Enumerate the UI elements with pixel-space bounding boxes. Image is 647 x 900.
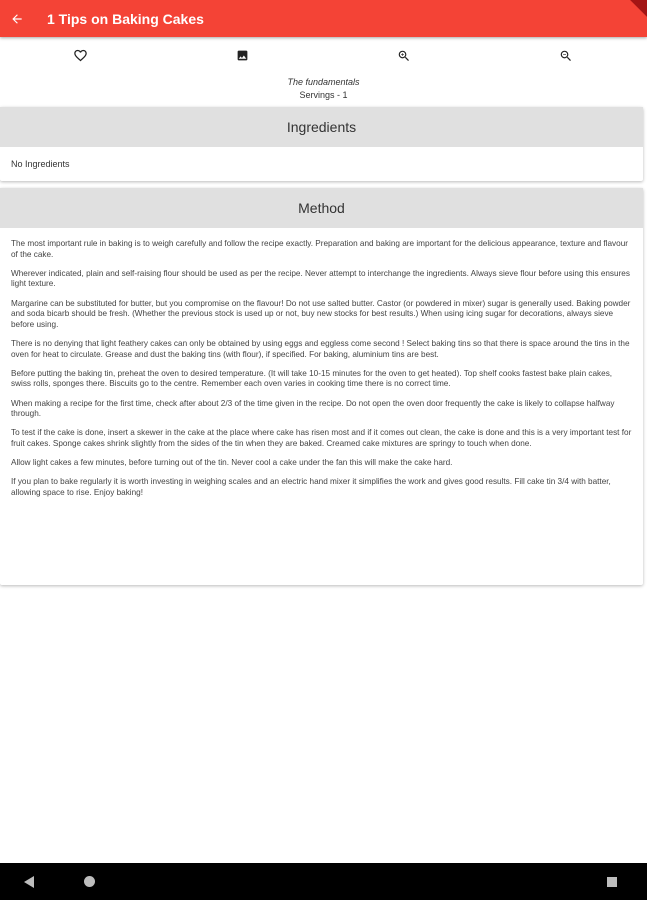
method-text <box>0 228 643 498</box>
zoom-in-button[interactable] <box>324 37 486 74</box>
method-paragraph: Before putting the baking tin, preheat the oven to desired temperature. (It will take 10-15 minutes for the oven to get heated). Top shelf cooks fastest bake plain cakes, swiss rolls, sponges there. Biscuits go to the centre. Remember each oven varies in cooking time there is no correct time. <box>11 368 613 389</box>
heart-outline-icon <box>73 48 88 63</box>
image-button[interactable] <box>162 37 324 74</box>
method-paragraph: There is no denying that light feathery cakes can only be obtained by using eggs and eggless come second ! Select baking tins so that there is space around the tins in the oven for heat to circulate. Grease and dust the baking tins (with flour), if specified. For baking, aluminium tins are best. <box>11 338 630 359</box>
method-paragraph: Margarine can be substituted for butter, but you compromise on the flavour! Do not use salted butter. Castor (or powdered in mixer) sugar is generally used. Baking powder and soda bicarb should be fresh. (Whether the previous stock is used up or not, buy new stocks for best results.) When using icing sugar for decorations, always sieve before using. <box>11 298 631 329</box>
system-nav-bar <box>0 863 647 900</box>
nav-home-icon[interactable] <box>84 876 95 887</box>
back-button[interactable] <box>0 0 34 37</box>
method-paragraph: When making a recipe for the first time, check after about 2/3 of the time given in the recipe. Do not open the oven door frequently the cake is likely to collapse halfway through. <box>11 398 615 419</box>
zoom-out-button[interactable] <box>485 37 647 74</box>
method-paragraph: The most important rule in baking is to weigh carefully and follow the recipe exactly. Preparation and baking are important for the delicious appearance, texture and flavour of the cake. <box>11 239 628 259</box>
zoom-in-icon <box>397 49 411 63</box>
recipe-toolbar <box>0 37 647 74</box>
nav-recents-icon[interactable] <box>607 877 617 887</box>
favorite-button[interactable] <box>0 37 162 74</box>
method-paragraph: To test if the cake is done, insert a skewer in the cake at the place where cake has risen most and if it comes out clean, the cake is done and this is a very important test for fruit cakes. Sponge cakes shrink slightly from the sides of the tin when they are baked. Creamed cake mixtures are springy to touch when done. <box>11 428 632 448</box>
recipe-subtitle: The fundamentals <box>287 77 360 87</box>
ingredients-card <box>0 107 643 181</box>
method-paragraph: Wherever indicated, plain and self-raising flour should be used as per the recipe. Never attempt to interchange the ingredients. Always sieve flour before using this ensures light texture. <box>11 268 630 289</box>
arrow-back-icon <box>10 12 24 26</box>
zoom-out-icon <box>559 49 573 63</box>
method-header: Method <box>0 188 643 228</box>
app-bar <box>0 0 647 37</box>
method-card <box>0 188 643 585</box>
ingredients-header: Ingredients <box>0 107 643 147</box>
method-paragraph: If you plan to bake regularly it is worth investing in weighing scales and an electric hand mixer it simplifies the work and gives good results. Fill cake tin 3/4 with batter, allowing space to rise. Enjoy baking! <box>11 477 611 497</box>
image-icon <box>236 49 249 62</box>
ingredients-empty-text: No Ingredients <box>11 159 70 169</box>
method-paragraph: Allow light cakes a few minutes, before turning out of the tin. Never cool a cake under the fan this will make the cake hard. <box>11 458 453 468</box>
page-title: 1 Tips on Baking Cakes <box>47 10 204 27</box>
nav-back-icon[interactable] <box>24 876 34 888</box>
debug-banner <box>613 0 647 25</box>
recipe-servings: Servings - 1 <box>299 90 348 100</box>
